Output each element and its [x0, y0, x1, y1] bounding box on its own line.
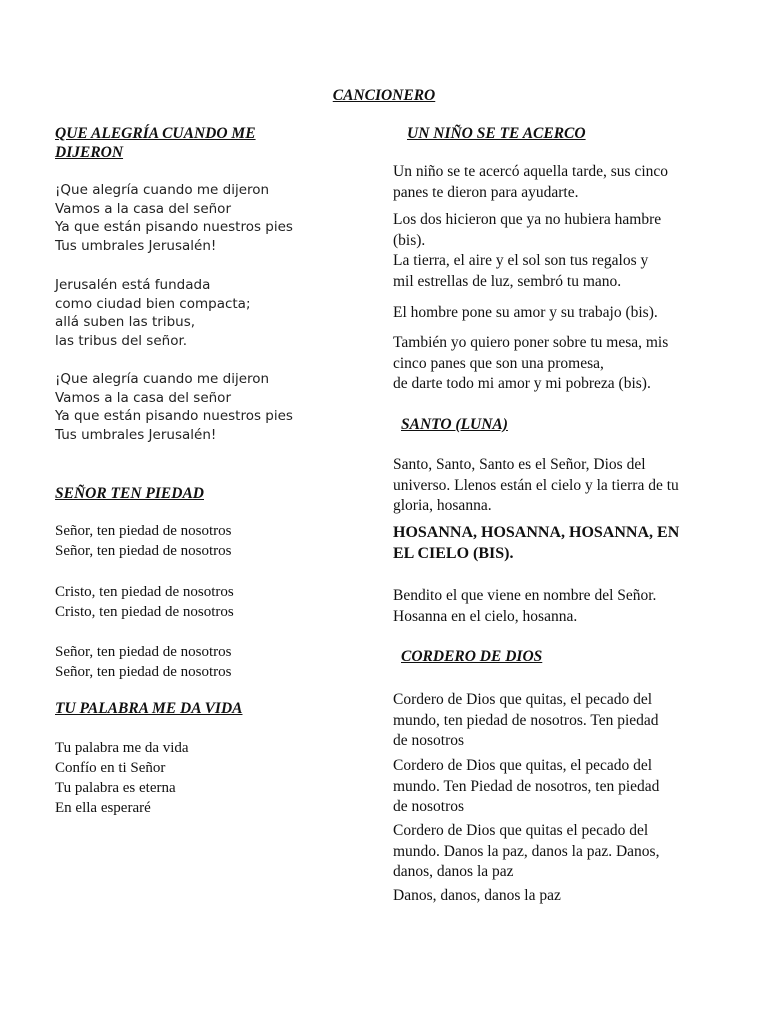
un-nino-paragraph-2: Los dos hicieron que ya no hubiera hambre (bis). La tierra, el aire y el sol son tus regalos y mil estrellas de luz, sembró tu mano.	[393, 211, 662, 290]
song-heading-que-alegria-line2: DIJERON	[55, 144, 124, 161]
un-nino-paragraph-3: El hombre pone su amor y su trabajo (bis).	[393, 304, 658, 321]
song-heading-un-nino: UN NIÑO SE TE ACERCO	[407, 125, 586, 142]
song-heading-santo: SANTO (LUNA)	[401, 416, 508, 433]
que-alegria-stanza-3: ¡Que alegría cuando me dijeron Vamos a la casa del señor Ya que están pisando nuestros pies Tus umbrales Jerusalén!	[55, 371, 293, 443]
senor-ten-piedad-stanza-3: Señor, ten piedad de nosotros Señor, ten piedad de nosotros	[55, 644, 232, 680]
song-heading-cordero: CORDERO DE DIOS	[401, 648, 543, 665]
document-title: CANCIONERO	[332, 87, 436, 104]
song-heading-senor-ten-piedad: SEÑOR TEN PIEDAD	[55, 485, 204, 502]
tu-palabra-stanza-1: Tu palabra me da vida Confío en ti Señor Tu palabra es eterna En ella esperaré	[55, 740, 189, 816]
song-heading-tu-palabra: TU PALABRA ME DA VIDA	[55, 700, 243, 717]
cordero-paragraph-2: Cordero de Dios que quitas, el pecado del mundo. Ten Piedad de nosotros, ten piedad de nosotros	[393, 757, 660, 815]
un-nino-paragraph-4: También yo quiero poner sobre tu mesa, mis cinco panes que son una promesa, de darte todo mi amor y mi pobreza (bis).	[393, 334, 669, 392]
cordero-paragraph-3: Cordero de Dios que quitas el pecado del mundo. Danos la paz, danos la paz. Danos, danos, danos la paz	[393, 822, 660, 880]
santo-paragraph-1: Santo, Santo, Santo es el Señor, Dios del universo. Llenos están el cielo y la tierra de tu gloria, hosanna.	[393, 456, 679, 514]
cordero-paragraph-4: Danos, danos, danos la paz	[393, 887, 561, 904]
un-nino-paragraph-1: Un niño se te acercó aquella tarde, sus cinco panes te dieron para ayudarte.	[393, 163, 669, 201]
santo-paragraph-2: Bendito el que viene en nombre del Señor. Hosanna en el cielo, hosanna.	[393, 587, 657, 625]
senor-ten-piedad-stanza-2: Cristo, ten piedad de nosotros Cristo, ten piedad de nosotros	[55, 584, 234, 620]
song-heading-que-alegria-line1: QUE ALEGRÍA CUANDO ME	[55, 125, 256, 142]
que-alegria-stanza-1: ¡Que alegría cuando me dijeron Vamos a la casa del señor Ya que están pisando nuestros pies Tus umbrales Jerusalén!	[55, 182, 293, 254]
cordero-paragraph-1: Cordero de Dios que quitas, el pecado del mundo, ten piedad de nosotros. Ten piedad de nosotros	[393, 691, 659, 749]
que-alegria-stanza-2: Jerusalén está fundada como ciudad bien compacta; allá suben las tribus, las tribus del señor.	[55, 277, 251, 349]
santo-chorus: HOSANNA, HOSANNA, HOSANNA, EN EL CIELO (BIS).	[393, 524, 680, 562]
senor-ten-piedad-stanza-1: Señor, ten piedad de nosotros Señor, ten piedad de nosotros	[55, 523, 232, 559]
